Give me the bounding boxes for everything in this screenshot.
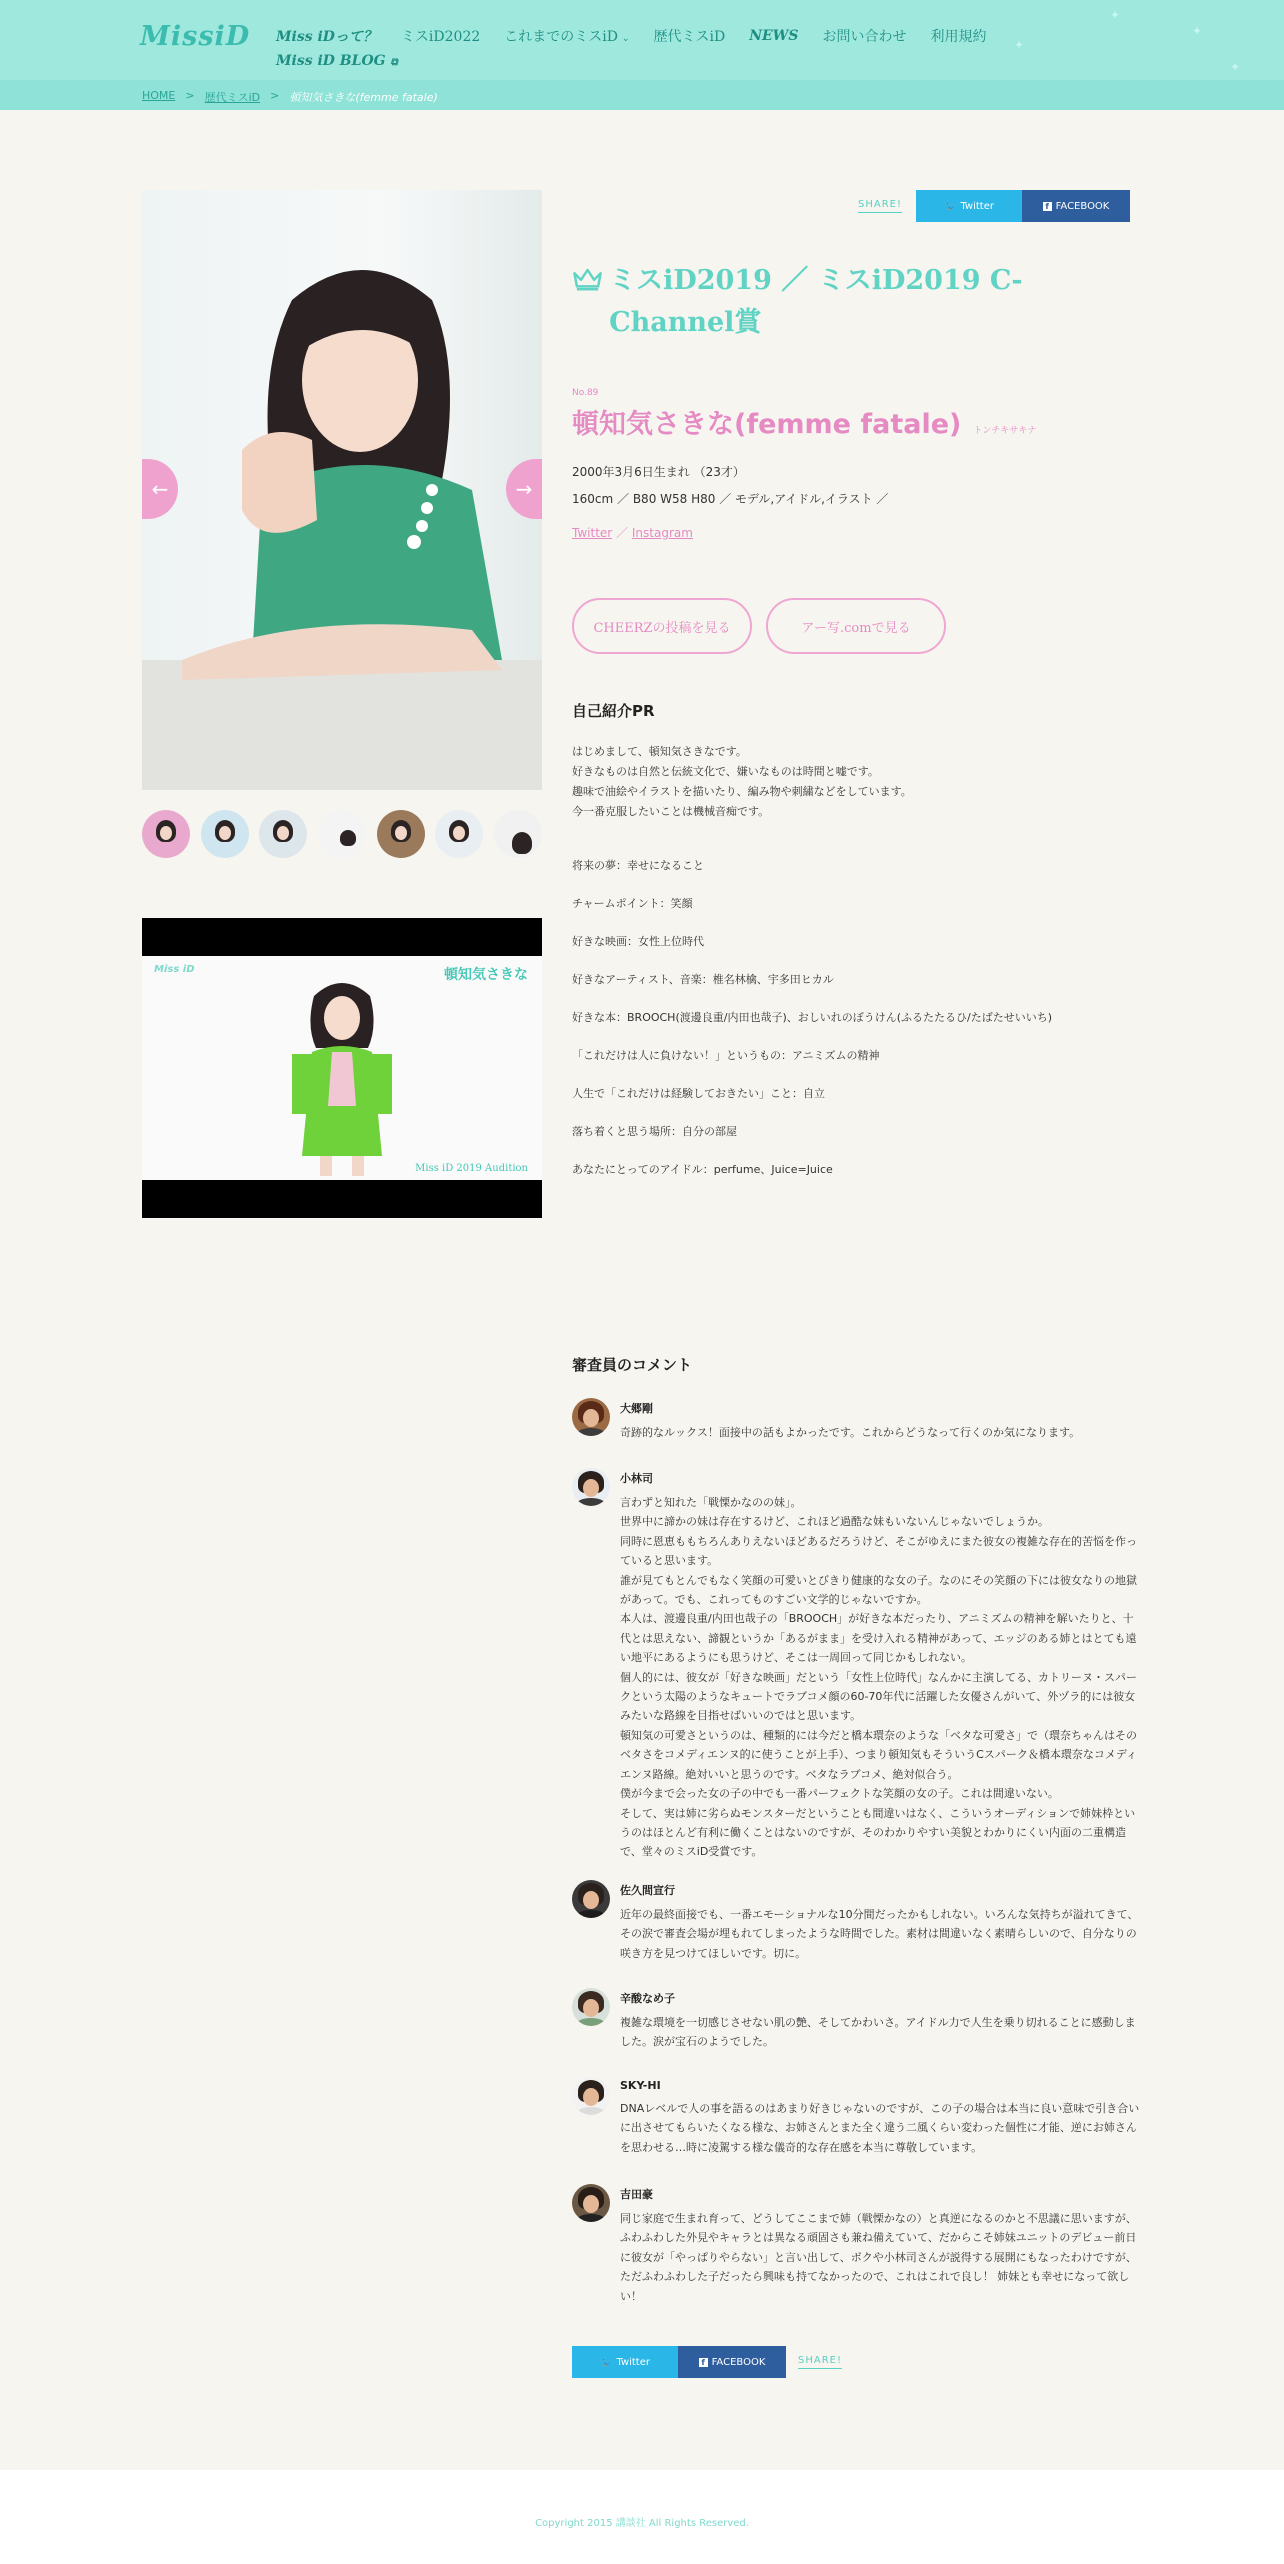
site-footer (0, 2470, 1284, 2564)
asha-button[interactable]: アー写.comで見る (766, 598, 946, 654)
breadcrumb (0, 80, 1284, 110)
comment-text: 近年の最終面接でも、一番エモーショナルな10分間だったかもしれない。いろんな気持ちが溢れてきて、その涙で審査会場が埋もれてしまったような時間でした。素材は間違いなく素晴らしいので、自分なりの咲き方を見つけてほしいです。切に。 (620, 1908, 1139, 1960)
qa-item: 人生で「これだけは経験しておきたい」こと：自立 (572, 1087, 825, 1100)
breadcrumb-history[interactable]: 歴代ミスiD (204, 91, 261, 104)
nav-contact[interactable]: お問い合わせ (822, 29, 907, 45)
qa-item: 「これだけは人に負けない！」というもの：アニミズムの精神 (572, 1049, 880, 1062)
judge-comment (572, 2077, 1142, 2157)
thumbnail-6[interactable] (435, 810, 483, 858)
nav-terms[interactable]: 利用規約 (930, 29, 987, 45)
judge-name: 小林司 (620, 1472, 653, 1485)
facebook-share-button[interactable] (1022, 190, 1130, 222)
chevron-down-icon: ⌄ (621, 34, 630, 44)
qa-item: 将来の夢：幸せになること (572, 859, 704, 872)
sparkle-icon: ✦ (1014, 38, 1025, 52)
external-link-icon: ⧉ (390, 57, 398, 68)
pr-line: 好きなものは自然と伝統文化で、嫌いなものは時間と嘘です。 (572, 765, 879, 778)
video-illustration (142, 956, 542, 1180)
twitter-link[interactable]: Twitter (572, 526, 613, 540)
facebook-share-label: FACEBOOK (1055, 200, 1110, 212)
twitter-share-button[interactable] (916, 190, 1022, 222)
share-bar-bottom (572, 2346, 842, 2378)
arrow-right-icon: → (515, 477, 533, 501)
qa-item: 好きな本：BROOCH(渡邊良重/内田也哉子)、おしいれのぼうけん(ふるたたるひ/たばたせいいち) (572, 1011, 1053, 1024)
judge-comment (572, 1398, 1142, 1442)
name-text: 頓知気さきな(femme fatale) (572, 409, 962, 440)
cheerz-button[interactable]: CHEERZの投稿を見る (572, 598, 752, 654)
avatar (572, 2184, 610, 2222)
thumbnail-5[interactable] (377, 810, 425, 858)
thumbnail-2[interactable] (201, 810, 249, 858)
nav-past-missid-label: これまでのミスiD (504, 29, 618, 45)
sparkle-icon: ✦ (1110, 8, 1121, 22)
thumbnail-1[interactable] (142, 810, 190, 858)
avatar (572, 1988, 610, 2026)
judge-comment (572, 1468, 1142, 1862)
twitter-icon: 🐦 (944, 200, 957, 212)
judge-comment (572, 2184, 1142, 2306)
comment-text: DNAレベルで人の事を語るのはあまり好きじゃないのですが、この子の場合は本当に良い意味で引き合いに出させてもらいたくなる様な、お姉さんとまた全く違う二風くらい変わった個性に才能、逆にお姉さんを思わせる…時に凌駕する様な儀奇的な存在感を本当に尊敬しています。 (620, 2102, 1140, 2154)
video-frame (142, 956, 542, 1180)
pr-line: 趣味で油絵やイラストを描いたり、編み物や刺繍などをしています。 (572, 785, 912, 798)
award-text: ミスiD2019 ／ ミスiD2019 C-Channel賞 (609, 265, 1023, 338)
entry-number: No.89 (572, 388, 599, 398)
pr-line: 今一番克服したいことは機械音痴です。 (572, 805, 770, 818)
pr-text (572, 742, 912, 822)
audition-video[interactable] (142, 918, 542, 1218)
link-separator: ／ (616, 526, 629, 540)
avatar (572, 2077, 610, 2115)
nav-history[interactable]: 歴代ミスiD (653, 29, 726, 45)
twitter-icon: 🐦 (600, 2356, 613, 2368)
nav-blog-label: Miss iD BLOG (276, 53, 386, 69)
avatar (572, 1880, 610, 1918)
profile-spec: 160cm ／ B80 W58 H80 ／ モデル,アイドル,イラスト ／ (572, 492, 889, 506)
qa-item: あなたにとってのアイドル：perfume、Juice=Juice (572, 1163, 833, 1176)
qa-item: チャームポイント：笑顔 (572, 897, 693, 910)
video-name: 頓知気さきな (444, 967, 528, 983)
breadcrumb-separator: > (185, 89, 195, 102)
share-bar-top (858, 190, 1130, 222)
comments-title: 審査員のコメント (572, 1356, 693, 1374)
nav-about[interactable]: Miss iDって？ (276, 29, 377, 45)
pr-title: 自己紹介PR (572, 702, 655, 720)
judge-name: 辛酸なめ子 (620, 1992, 675, 2005)
qa-item: 好きな映画：女性上位時代 (572, 935, 704, 948)
comment-text: 言わずと知れた「戦慄かなのの妹」。 世界中に諦かの妹は存在するけど、これほど過酷な妹もいないんじゃないでしょうか。 同時に恩恵ももちろんありえないほどあるだろうけど、そこがゆえにまた彼女の複雑な存在的苦悩を作っていると思います。 誰が見てもとんでもなく笑顔の可愛いとびきり健康的な女の子。なのにその笑顔の下には彼女なりの地獄があって。でも、これってものすごい文学的じゃないですか。 本人は、渡邊良重/内田也哉子の「BROOCH」が好きな本だったり、アニミズムの精神を解いたりと、十代とは思えない、諦観というか「あるがまま」を受け入れる精神があって、エッジのある姉とはとても遠い地平にあるようにも思うけど、そこは一周回って同じかもしれない。 個人的には、彼女が「好きな映画」だという「女性上位時代」なんかに主演してる、カトリーヌ・スパークという太陽のようなキュートでラブコメ顔の60-70年代に活躍した女優さんがいて、外ヅラ的には彼女みたいな路線を目指せばいいのではと思います。 頓知気の可愛さというのは、種類的には今だと橋本環奈のような「ベタな可愛さ」で（環奈ちゃんはそのベタさをコメディエンヌ的に使うことが上手）、つまり頓知気もそういうCスパーク＆橋本環奈なコメディエンヌ路線。絶対いいと思うのです。ベタなラブコメ、絶対似合う。 僕が今まで会った女の子の中でも一番パーフェクトな笑顔の女の子。これは間違いない。 そして、実は姉に劣らぬモンスターだということも間違いはなく、こういうオーディションで姉妹枠というのはほとんど有利に働くことはないのですが、そのわかりやすい美貌とわかりにくい内面の二重構造で、堂々のミスiD受賞です。 (620, 1496, 1137, 1859)
video-logo: Miss iD (154, 964, 195, 975)
name-kana: トンチキサキナ (973, 426, 1037, 436)
sparkle-icon: ✦ (1230, 60, 1241, 74)
arrow-left-icon: ← (151, 477, 169, 501)
comment-text: 複雑な環境を一切感じさせない肌の艶、そしてかわいさ。アイドル力で人生を乗り切れることに感動しました。涙が宝石のようでした。 (620, 2016, 1136, 2049)
profile-photo (142, 190, 542, 790)
facebook-icon: f (1043, 202, 1052, 211)
share-label: SHARE! (798, 2355, 842, 2369)
thumbnail-7[interactable] (494, 810, 542, 858)
nav-missid2022[interactable]: ミスiD2022 (400, 29, 481, 45)
photo-illustration (142, 190, 542, 790)
qa-item: 好きなアーティスト、音楽：椎名林檎、宇多田ヒカル (572, 973, 834, 986)
site-header (0, 0, 1284, 80)
judge-comment (572, 1880, 1142, 1963)
facebook-share-button[interactable] (678, 2346, 786, 2378)
nav-past-missid[interactable] (504, 26, 629, 46)
breadcrumb-home[interactable]: HOME (142, 89, 176, 102)
judge-name: SKY-HI (620, 2079, 661, 2092)
social-links (572, 524, 693, 541)
facebook-icon: f (699, 2358, 708, 2367)
nav-news[interactable]: NEWS (749, 28, 799, 44)
judge-name: 佐久間宣行 (620, 1884, 675, 1897)
twitter-share-label: Twitter (960, 200, 994, 212)
birth-date: 2000年3月6日生まれ （23才） (572, 465, 745, 479)
main-nav (276, 25, 1076, 75)
thumbnail-4[interactable] (318, 810, 366, 858)
pr-line: はじめまして、頓知気さきなです。 (572, 745, 747, 758)
copyright: Copyright 2015 講談社 All Rights Reserved. (535, 2518, 749, 2529)
qa-item: 落ち着くと思う場所：自分の部屋 (572, 1125, 737, 1138)
sparkle-icon: ✦ (1192, 24, 1203, 38)
video-caption: Miss iD 2019 Audition (415, 1163, 528, 1174)
avatar (572, 1398, 610, 1436)
photo-thumbnails (142, 810, 542, 858)
twitter-share-button[interactable] (572, 2346, 678, 2378)
nav-blog[interactable] (276, 53, 398, 69)
crown-icon (572, 264, 603, 294)
judge-name: 大郷剛 (620, 1402, 653, 1415)
share-label: SHARE! (858, 199, 902, 213)
thumbnail-3[interactable] (259, 810, 307, 858)
twitter-share-label: Twitter (616, 2356, 650, 2368)
avatar (572, 1468, 610, 1506)
instagram-link[interactable]: Instagram (631, 526, 693, 540)
judge-name: 吉田豪 (620, 2188, 653, 2201)
breadcrumb-separator: > (270, 89, 280, 102)
profile-name (572, 402, 1036, 441)
comment-text: 同じ家庭で生まれ育って、どうしてここまで姉（戦慄かなの）と真逆になるのかと不思議に思いますが、ふわふわした外見やキャラとは異なる頑固さも兼ね備えていて、だからこそ姉妹ユニットのデビュー前日に彼女が「やっぱりやらない」と言い出して、ボクや小林司さんが説得する展開にもなったわけですが、ただふわふわした子だったら興味も持てなかったので、これはこれで良し！ 姉妹とも幸せになって欲しい！ (620, 2212, 1137, 2303)
site-logo[interactable]: MissiD (140, 21, 251, 52)
comment-text: 奇跡的なルックス！面接中の話もよかったです。これからどうなって行くのか気になります。 (620, 1426, 1081, 1439)
award-title (572, 260, 1072, 344)
judge-comment (572, 1988, 1142, 2052)
breadcrumb-current: 頓知気さきな(femme fatale) (289, 91, 438, 104)
facebook-share-label: FACEBOOK (711, 2356, 766, 2368)
